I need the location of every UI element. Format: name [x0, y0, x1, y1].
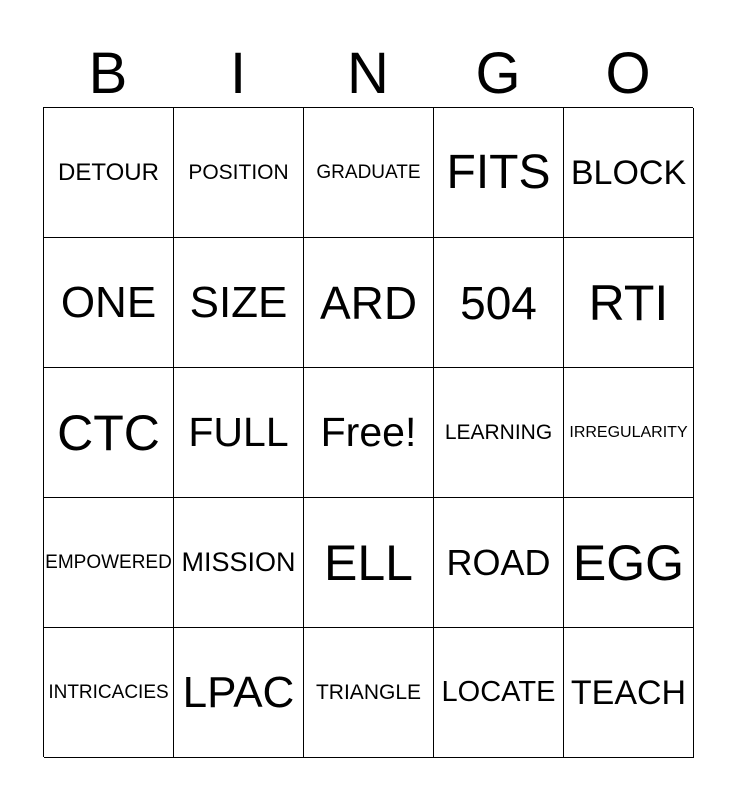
bingo-cell[interactable]: ONE: [44, 238, 174, 368]
bingo-cell[interactable]: GRADUATE: [304, 108, 434, 238]
bingo-cell[interactable]: ARD: [304, 238, 434, 368]
bingo-cell[interactable]: ELL: [304, 498, 434, 628]
bingo-header: [43, 40, 693, 108]
bingo-cell[interactable]: ROAD: [434, 498, 564, 628]
bingo-cell[interactable]: CTC: [44, 368, 174, 498]
bingo-cell[interactable]: LEARNING: [434, 368, 564, 498]
free-space[interactable]: Free!: [304, 368, 434, 498]
bingo-cell[interactable]: EMPOWERED: [44, 498, 174, 628]
bingo-cell[interactable]: MISSION: [174, 498, 304, 628]
bingo-cell[interactable]: DETOUR: [44, 108, 174, 238]
bingo-cell[interactable]: BLOCK: [564, 108, 694, 238]
bingo-cell[interactable]: FITS: [434, 108, 564, 238]
header-letter-n: N: [347, 41, 389, 106]
header-letter-o: O: [605, 41, 651, 106]
header-letter-i: I: [229, 41, 247, 106]
bingo-cell[interactable]: TRIANGLE: [304, 628, 434, 758]
header-letter-b: B: [88, 41, 128, 106]
bingo-cell[interactable]: FULL: [174, 368, 304, 498]
bingo-cell[interactable]: EGG: [564, 498, 694, 628]
bingo-cell[interactable]: LPAC: [174, 628, 304, 758]
bingo-board: [43, 107, 693, 757]
bingo-cell[interactable]: POSITION: [174, 108, 304, 238]
bingo-cell[interactable]: INTRICACIES: [44, 628, 174, 758]
bingo-cell[interactable]: SIZE: [174, 238, 304, 368]
bingo-cell[interactable]: 504: [434, 238, 564, 368]
bingo-cell[interactable]: RTI: [564, 238, 694, 368]
bingo-cell[interactable]: TEACH: [564, 628, 694, 758]
header-letter-g: G: [475, 41, 521, 106]
bingo-cell[interactable]: LOCATE: [434, 628, 564, 758]
bingo-cell[interactable]: IRREGULARITY: [564, 368, 694, 498]
